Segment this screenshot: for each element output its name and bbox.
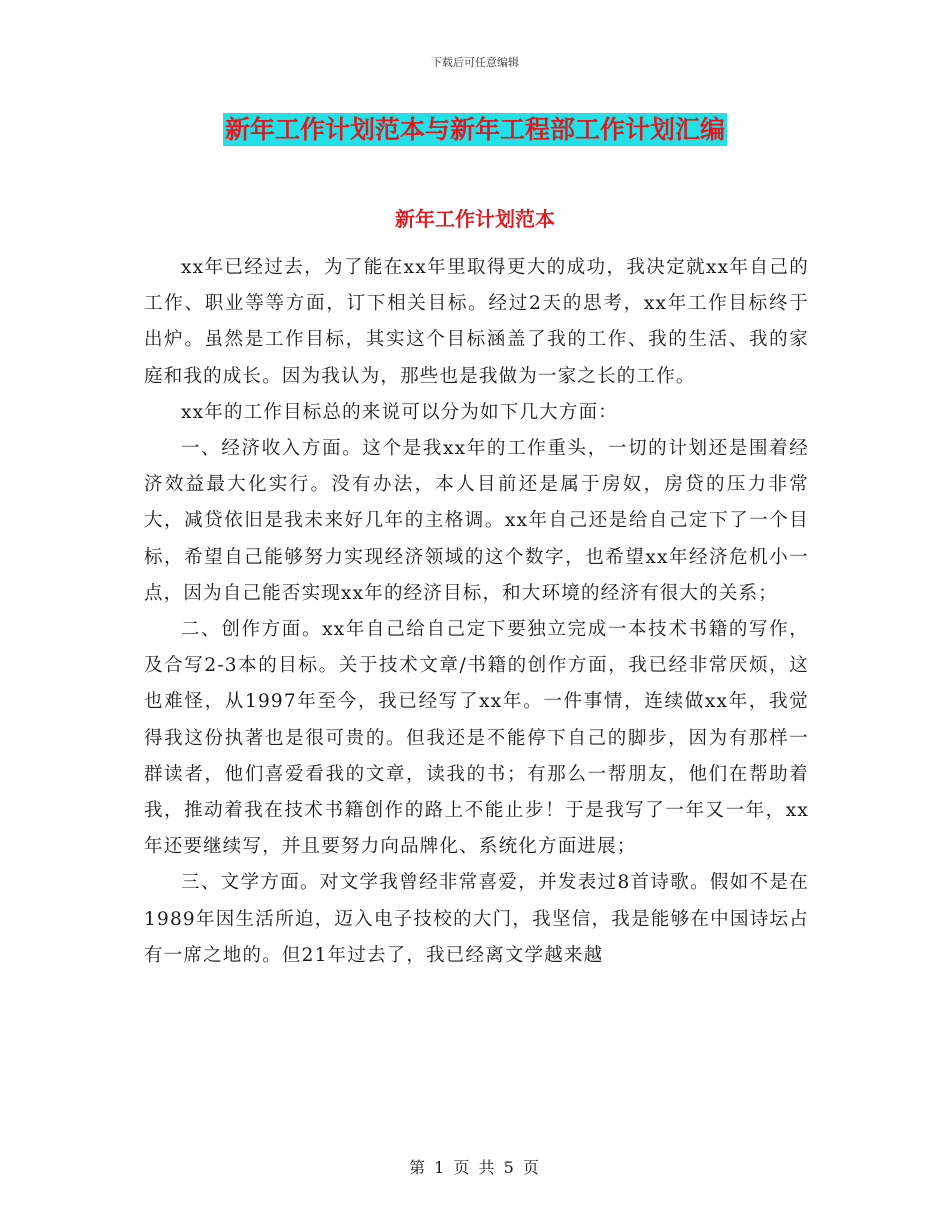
- paragraph: 一、经济收入方面。这个是我xx年的工作重头，一切的计划还是围着经济效益最大化实行。没有办法，本人目前还是属于房奴，房贷的压力非常大，减贷依旧是我未来好几年的主格调。xx年自己还是给自己定下了一个目标，希望自己能够努力实现经济领域的这个数字，也希望xx年经济危机小一点，因为自己能否实现xx年的经济目标，和大环境的经济有很大的关系；: [144, 438, 809, 604]
- document-body: [144, 250, 809, 974]
- page-header-note: 下载后可任意编辑: [431, 56, 519, 69]
- document-title-container: [0, 113, 950, 146]
- paragraph: xx年的工作目标总的来说可以分为如下几大方面：: [181, 401, 618, 423]
- paragraph: xx年已经过去，为了能在xx年里取得更大的成功，我决定就xx年自己的工作、职业等等方面，订下相关目标。经过2天的思考，xx年工作目标终于出炉。虽然是工作目标，其实这个目标涵盖了我的工作、我的生活、我的家庭和我的成长。因为我认为，那些也是我做为一家之长的工作。: [144, 257, 809, 387]
- paragraph: 二、创作方面。xx年自己给自己定下要独立完成一本技术书籍的写作，及合写2-3本的目标。关于技术文章/书籍的创作方面，我已经非常厌烦，这也难怪，从1997年至今，我已经写了xx年。一件事情，连续做xx年，我觉得我这份执著也是很可贵的。但我还是不能停下自己的脚步，因为有那样一群读者，他们喜爱看我的文章，读我的书；有那么一帮朋友，他们在帮助着我，推动着我在技术书籍创作的路上不能止步！于是我写了一年又一年，xx年还要继续写，并且要努力向品牌化、系统化方面进展；: [144, 619, 809, 858]
- document-title: 新年工作计划范本与新年工程部工作计划汇编: [224, 115, 725, 144]
- page-number-footer: 第 1 页 共 5 页: [409, 1158, 541, 1177]
- section-title: 新年工作计划范本: [395, 207, 555, 231]
- paragraph: 三、文学方面。对文学我曾经非常喜爱，并发表过8首诗歌。假如不是在1989年因生活所迫，迈入电子技校的大门，我坚信，我是能够在中国诗坛占有一席之地的。但21年过去了，我已经离文学越来越: [144, 872, 809, 966]
